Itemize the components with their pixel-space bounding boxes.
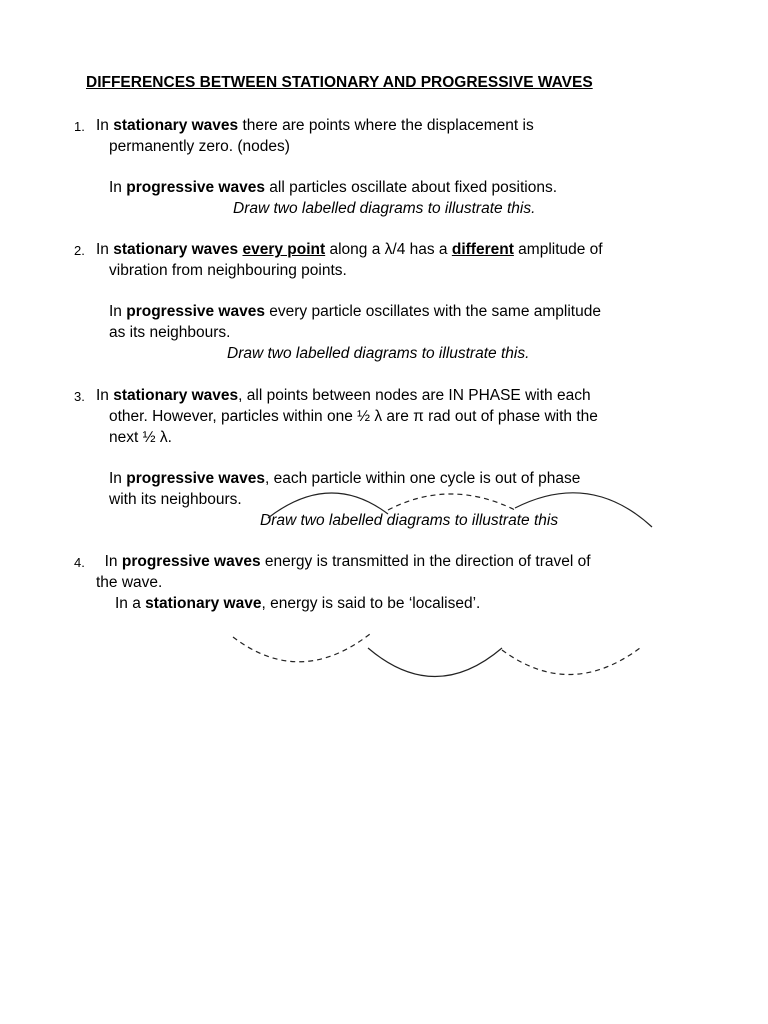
- item-4-line-2: the wave.: [96, 574, 163, 591]
- wave-arc-dashed-middle: [388, 494, 515, 510]
- item-3-line-2: other. However, particles within one ½ λ are π rad out of phase with the: [109, 408, 598, 425]
- item-1-line-1: In stationary waves there are points where the displacement is: [96, 117, 534, 134]
- item-number-3: 3.: [74, 389, 85, 404]
- item-3-line-5: with its neighbours.: [109, 491, 242, 508]
- item-3-line-4: In progressive waves, each particle within one cycle is out of phase: [109, 470, 581, 487]
- item-3-instruction: Draw two labelled diagrams to illustrate this: [260, 512, 559, 529]
- page-title: DIFFERENCES BETWEEN STATIONARY AND PROGRESSIVE WAVES: [86, 74, 593, 91]
- item-1-instruction: Draw two labelled diagrams to illustrate this.: [233, 200, 536, 217]
- item-number-4: 4.: [74, 555, 85, 570]
- item-4-line-1: In progressive waves energy is transmitted in the direction of travel of: [96, 553, 591, 570]
- item-2-line-1: In stationary waves every point along a λ/4 has a different amplitude of: [96, 241, 603, 258]
- item-4-line-3: In a stationary wave, energy is said to be ‘localised’.: [115, 595, 481, 612]
- wave-arc-solid-right: [515, 493, 652, 527]
- wave-arc-dashed-right: [502, 648, 640, 675]
- item-2-line-2: vibration from neighbouring points.: [109, 262, 347, 279]
- item-1-line-2: permanently zero. (nodes): [109, 138, 290, 155]
- item-number-1: 1.: [74, 119, 85, 134]
- item-number-2: 2.: [74, 243, 85, 258]
- wave-arc-solid-left: [268, 493, 388, 518]
- wave-arc-solid-middle: [368, 648, 502, 677]
- item-1-line-3: In progressive waves all particles oscillate about fixed positions.: [109, 179, 558, 196]
- wave-arc-dashed-left: [233, 634, 370, 662]
- item-2-line-4: as its neighbours.: [109, 324, 231, 341]
- item-2-instruction: Draw two labelled diagrams to illustrate this.: [227, 345, 530, 362]
- item-3-line-1: In stationary waves, all points between nodes are IN PHASE with each: [96, 387, 591, 404]
- item-2-line-3: In progressive waves every particle oscillates with the same amplitude: [109, 303, 601, 320]
- item-3-line-3: next ½ λ.: [109, 429, 172, 446]
